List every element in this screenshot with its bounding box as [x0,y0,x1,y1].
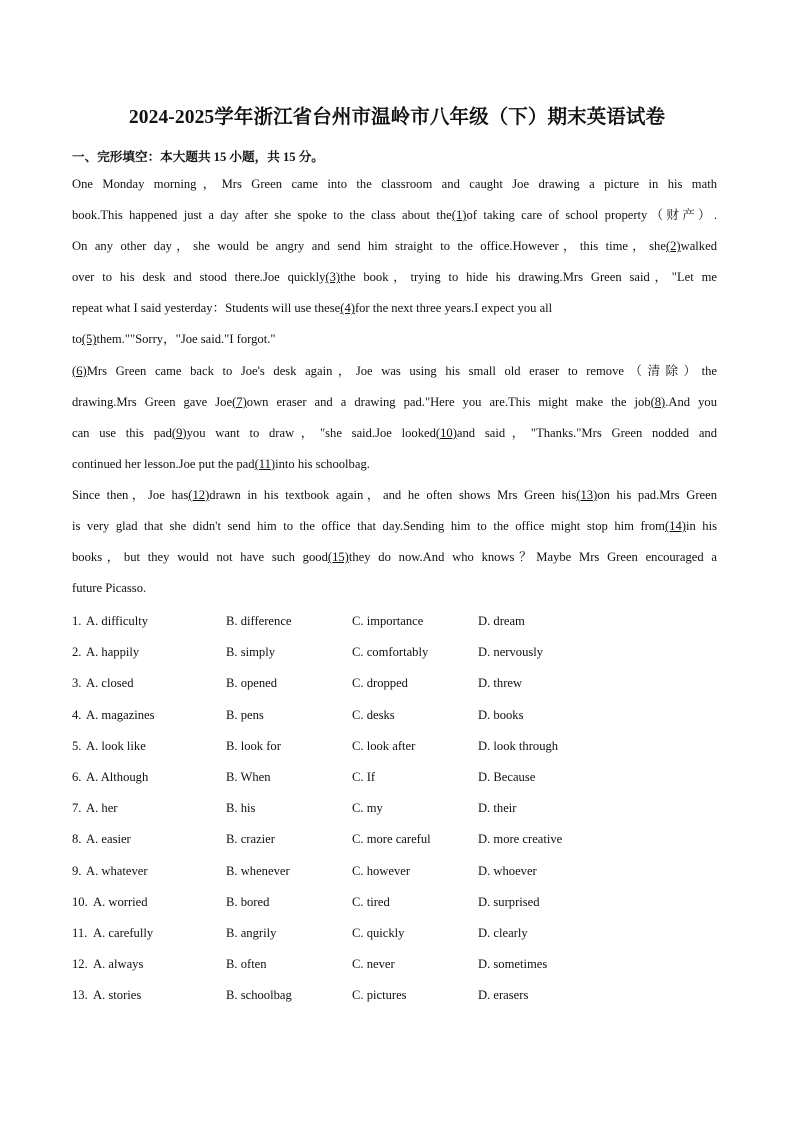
question-number: 8. [72,832,82,847]
passage-text: Mrs Green came back to Joe's desk again，Joe was using his small old eraser to remove（清除）the [86,363,717,378]
passage-text: of taking care of school property（财产）. [466,208,717,223]
option-d: D. their [478,801,517,816]
passage-line [72,389,717,420]
blank-marker: (4) [340,301,355,316]
passage-line [72,171,717,202]
option-d: D. dream [478,614,525,628]
passage-text: future Picasso. [72,581,147,596]
option-a: A. closed [86,676,134,691]
option-d: D. Because [478,769,536,784]
question-number: 13. [72,988,88,1003]
option-c: C. pictures [352,988,407,1003]
option-d: D. books [478,707,524,722]
question-row [72,767,672,798]
passage-line [72,513,717,544]
option-a: A. her [86,801,118,816]
question-row [72,798,672,829]
passage-text: book.This happened just a day after she spoke to the class about the [72,208,452,223]
question-row [72,861,672,892]
option-c: C. comfortably [352,645,429,660]
passage-text: they do now.And who knows？Maybe Mrs Green encouraged a [348,550,717,565]
passage-line [72,202,717,233]
passage-text: in his [685,519,717,534]
passage-text: over to his desk and stood there.Joe quickly [72,270,326,285]
option-c: C. more careful [352,832,431,847]
passage-text: On any other day，she would be angry and send him straight to the office.However，this time，she [72,239,666,254]
option-a: A. Although [86,769,149,784]
passage-line [72,233,717,264]
passage-text: One Monday morning，Mrs Green came into the classroom and caught Joe drawing a picture in his math [72,177,717,191]
passage-text: drawn in his textbook again，and he often shows Mrs Green his [209,487,577,502]
option-b: B. bored [226,894,270,909]
passage-text: continued her lesson.Joe put the pad [72,456,255,471]
option-d: D. surprised [478,894,540,909]
blank-marker: (5) [81,332,97,347]
option-d: D. threw [478,676,523,691]
question-number: 2. [72,645,82,660]
question-row [72,736,672,767]
question-row [72,673,672,704]
question-row [72,985,672,1016]
option-c: C. dropped [352,676,408,691]
option-a: A. difficulty [86,614,149,628]
option-a: A. look like [86,738,146,753]
passage-line [72,575,717,606]
option-d: D. whoever [478,863,537,878]
passage-text: them.""Sorry，"Joe said."I forgot." [96,332,276,347]
question-number: 12. [72,957,88,972]
cloze-passage [72,171,717,606]
option-c: C. look after [352,738,416,753]
passage-line [72,420,717,451]
option-b: B. often [226,957,267,972]
option-c: C. desks [352,707,395,722]
passage-text: is very glad that she didn't send him to the office that day.Sending him to the office might stop him from [72,519,665,534]
passage-line [72,358,717,389]
option-d: D. sometimes [478,957,548,972]
passage-text: repeat what I said yesterday：Students will use these [72,301,341,316]
question-number: 1. [72,614,82,628]
option-b: B. crazier [226,832,275,847]
blank-marker: (15) [327,550,349,565]
question-number: 5. [72,738,82,753]
question-row [72,705,672,736]
passage-text: walked [680,239,717,254]
option-d: D. more creative [478,832,563,847]
blank-marker: (9) [171,425,187,440]
option-b: B. schoolbag [226,988,292,1003]
blank-marker: (11) [254,456,276,471]
question-row [72,954,672,985]
passage-text: for the next three years.I expect you all [354,301,553,316]
passage-text: and said，"Thanks."Mrs Green nodded and [456,425,717,440]
option-b: B. When [226,769,271,784]
option-a: A. happily [86,645,140,660]
option-a: A. carefully [93,925,154,940]
passage-text: Since then，Joe has [72,487,189,502]
passage-line [72,451,717,482]
option-a: A. always [93,957,144,972]
option-b: B. simply [226,645,275,660]
passage-text: on his pad.Mrs Green [597,487,717,502]
option-c: C. quickly [352,925,405,940]
option-c: C. importance [352,614,424,628]
question-row [72,642,672,673]
blank-marker: (1) [451,208,467,223]
passage-line [72,544,717,575]
question-number: 11. [72,925,88,940]
question-number: 7. [72,801,82,816]
question-number: 3. [72,676,82,691]
blank-marker: (6) [72,363,87,378]
question-number: 9. [72,863,82,878]
blank-marker: (2) [665,239,681,254]
option-b: B. whenever [226,863,290,878]
passage-text: own eraser and a drawing pad."Here you are.This might make the job [246,394,651,409]
option-c: C. never [352,957,395,972]
passage-line [72,295,717,326]
passage-line [72,326,717,357]
passage-text: to [72,332,82,347]
passage-line [72,264,717,295]
blank-marker: (12) [188,487,210,502]
option-b: B. his [226,801,256,816]
section-heading: 一、完形填空：本大题共 15 小题，共 15 分。 [72,150,324,164]
passage-text: into his schoolbag. [275,456,370,471]
passage-text: books，but they would not have such good [72,550,328,565]
page-title: 2024-2025学年浙江省台州市温岭市八年级（下）期末英语试卷 [128,107,666,128]
passage-line [72,482,717,513]
option-d: D. clearly [478,925,528,940]
blank-marker: (8) [650,394,666,409]
option-d: D. look through [478,738,559,753]
option-a: A. whatever [86,863,148,878]
option-a: A. worried [93,894,148,909]
option-b: B. angrily [226,925,277,940]
passage-text: can use this pad [72,425,172,440]
question-row [72,611,672,642]
blank-marker: (13) [576,487,598,502]
option-a: A. stories [93,988,142,1003]
option-c: C. however [352,863,411,878]
question-row [72,892,672,923]
blank-marker: (14) [664,519,686,534]
question-options [72,611,672,1016]
question-number: 6. [72,769,82,784]
blank-marker: (10) [435,425,457,440]
question-row [72,829,672,860]
passage-text: you want to draw，"she said.Joe looked [186,425,436,440]
option-b: B. pens [226,707,264,722]
passage-text: .And you [665,394,717,409]
option-d: D. erasers [478,988,529,1003]
option-a: A. easier [86,832,131,847]
option-b: B. look for [226,738,281,753]
option-b: B. difference [226,614,292,628]
question-number: 4. [72,707,82,722]
option-c: C. my [352,801,383,816]
option-d: D. nervously [478,645,544,660]
passage-text: drawing.Mrs Green gave Joe [72,394,233,409]
option-c: C. If [352,769,376,784]
option-a: A. magazines [86,707,155,722]
option-b: B. opened [226,676,278,691]
blank-marker: (3) [325,270,341,285]
passage-text: the book，trying to hide his drawing.Mrs Green said，"Let me [340,270,717,285]
question-row [72,923,672,954]
option-c: C. tired [352,894,390,909]
question-number: 10. [72,894,88,909]
blank-marker: (7) [232,394,247,409]
